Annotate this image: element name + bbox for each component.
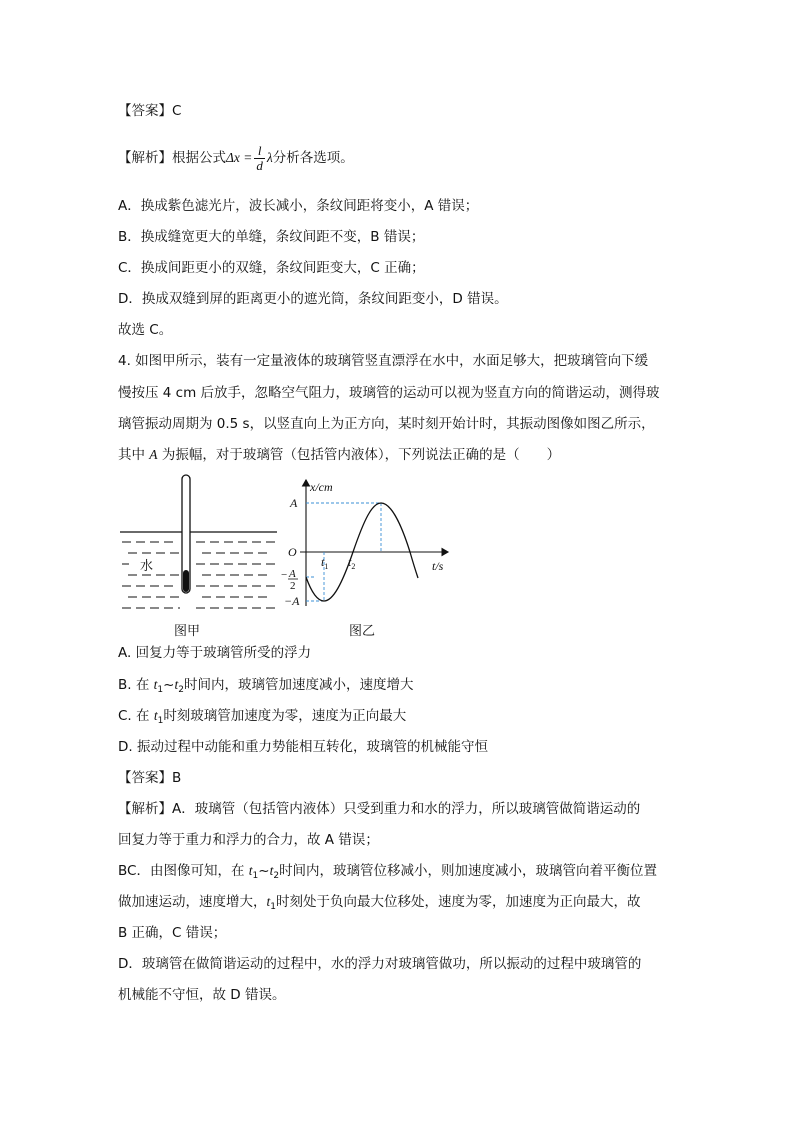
tilde: ~ xyxy=(163,677,175,693)
option-text: C. 在 xyxy=(118,708,154,724)
q4-analysis-line-4 xyxy=(118,892,641,917)
answer-value: C xyxy=(172,103,182,119)
fraction-denominator: d xyxy=(256,157,263,173)
subscript: 2 xyxy=(273,871,280,881)
answer-tag: 【答案】 xyxy=(118,770,172,786)
formula-lhs: Δx = xyxy=(226,150,253,165)
q4-stem-line-1: 4. 如图甲所示，装有一定量液体的玻璃管竖直漂浮在水中，水面足够大，把玻璃管向下缓 xyxy=(118,353,649,369)
formula-lambda: λ xyxy=(266,150,273,165)
q3-analysis-line xyxy=(118,141,354,175)
var-t: t xyxy=(153,708,158,723)
var-t: t xyxy=(248,863,253,878)
analysis-text: 分析各选项。 xyxy=(272,150,354,166)
answer-value: B xyxy=(172,770,182,786)
q4-analysis-line-3 xyxy=(118,861,657,886)
figure-tube-in-water xyxy=(120,472,280,612)
answer-tag: 【答案】 xyxy=(118,103,172,119)
q3-option-d: D．换成双缝到屏的距离更小的遮光筒，条纹间距变小，D 错误。 xyxy=(118,291,508,307)
q4-stem-line-3: 璃管振动周期为 0.5 s，以竖直向上为正方向，某时刻开始计时，其振动图像如图乙所示， xyxy=(118,416,655,432)
option-text: 时间内，玻璃管加速度减小，速度增大 xyxy=(183,677,414,693)
q4-option-c xyxy=(118,706,406,731)
origin-label: O xyxy=(288,545,297,559)
q4-analysis-line-7: 机械能不守恒，故 D 错误。 xyxy=(118,987,286,1003)
tilde: ~ xyxy=(258,863,270,879)
q3-option-a: A．换成紫色滤光片，波长减小，条纹间距将变小，A 错误； xyxy=(118,198,479,214)
tick-half-A-den: 2 xyxy=(290,580,296,592)
q4-option-b xyxy=(118,675,413,700)
stem-text: 为振幅，对于玻璃管（包括管内液体），下列说法正确的是（ ） xyxy=(157,447,561,463)
option-text: 时刻玻璃管加速度为零，速度为正向最大 xyxy=(163,708,407,724)
analysis-tag: 【解析】 xyxy=(118,801,172,817)
option-text: B. 在 xyxy=(118,677,154,693)
analysis-text: A．玻璃管（包括管内液体）只受到重力和水的浮力，所以玻璃管做简谐运动的 xyxy=(172,801,641,817)
tick-A: A xyxy=(290,496,298,510)
formula-fraction xyxy=(254,144,265,173)
analysis-text: 时间内，玻璃管位移减小，则加速度减小，玻璃管向着平衡位置 xyxy=(279,863,658,879)
tick-half-A-num: A xyxy=(289,568,296,580)
q3-conclusion: 故选 C。 xyxy=(118,322,173,338)
q3-option-b: B．换成缝宽更大的单缝，条纹间距不变，B 错误； xyxy=(118,229,425,245)
q4-analysis-line-1 xyxy=(118,799,640,819)
subscript: 1 xyxy=(252,871,259,881)
analysis-text: BC．由图像可知，在 xyxy=(118,863,249,879)
stem-variable: A xyxy=(149,447,158,462)
analysis-text: 根据公式 xyxy=(172,150,226,166)
subscript: 1 xyxy=(157,716,164,726)
subscript: 1 xyxy=(157,685,164,695)
analysis-text: 时刻处于负向最大位移处，速度为零，加速度为正向最大，故 xyxy=(276,894,641,910)
water-hatching xyxy=(122,542,275,608)
tick-half-A-sign: − xyxy=(281,569,288,581)
q4-option-d: D. 振动过程中动能和重力势能相互转化，玻璃管的机械能守恒 xyxy=(118,739,488,755)
fraction-numerator: l xyxy=(254,144,265,159)
figure-a-caption: 图甲 xyxy=(174,624,201,639)
var-t: t xyxy=(153,677,158,692)
water-label: 水 xyxy=(140,559,154,574)
subscript: 1 xyxy=(270,902,276,912)
figure-vibration-graph xyxy=(280,474,452,610)
q4-stem-line-2: 慢按压 4 cm 后放手，忽略空气阻力，玻璃管的运动可以视为竖直方向的简谐运动，测得玻 xyxy=(118,385,660,401)
y-axis-label: x/cm xyxy=(310,480,333,494)
q3-answer-line xyxy=(118,101,181,121)
var-t: t xyxy=(174,677,179,692)
figure-b-caption: 图乙 xyxy=(349,624,376,639)
q4-answer-line xyxy=(118,768,181,788)
q4-analysis-line-5: B 正确，C 错误； xyxy=(118,925,227,941)
subscript: 2 xyxy=(178,685,184,695)
q4-analysis-line-2: 回复力等于重力和浮力的合力，故 A 错误； xyxy=(118,832,379,848)
tube-liquid xyxy=(183,570,189,592)
q4-analysis-line-6: D．玻璃管在做简谐运动的过程中，水的浮力对玻璃管做功，所以振动的过程中玻璃管的 xyxy=(118,956,642,972)
q4-stem-line-4 xyxy=(118,445,560,465)
var-t: t xyxy=(266,894,271,909)
tick-t2: $t_2$ xyxy=(348,555,356,571)
q3-option-c: C．换成间距更小的双缝，条纹间距变大，C 正确； xyxy=(118,260,425,276)
tick-t1: $t_1$ xyxy=(321,555,329,571)
analysis-text: 做加速运动，速度增大， xyxy=(118,894,267,910)
var-t: t xyxy=(269,863,274,878)
q4-option-a: A. 回复力等于玻璃管所受的浮力 xyxy=(118,645,312,661)
tick-neg-A: −A xyxy=(284,594,300,608)
stem-text: 其中 xyxy=(118,447,150,463)
x-axis-label: t/s xyxy=(432,559,444,573)
analysis-tag: 【解析】 xyxy=(118,150,172,166)
